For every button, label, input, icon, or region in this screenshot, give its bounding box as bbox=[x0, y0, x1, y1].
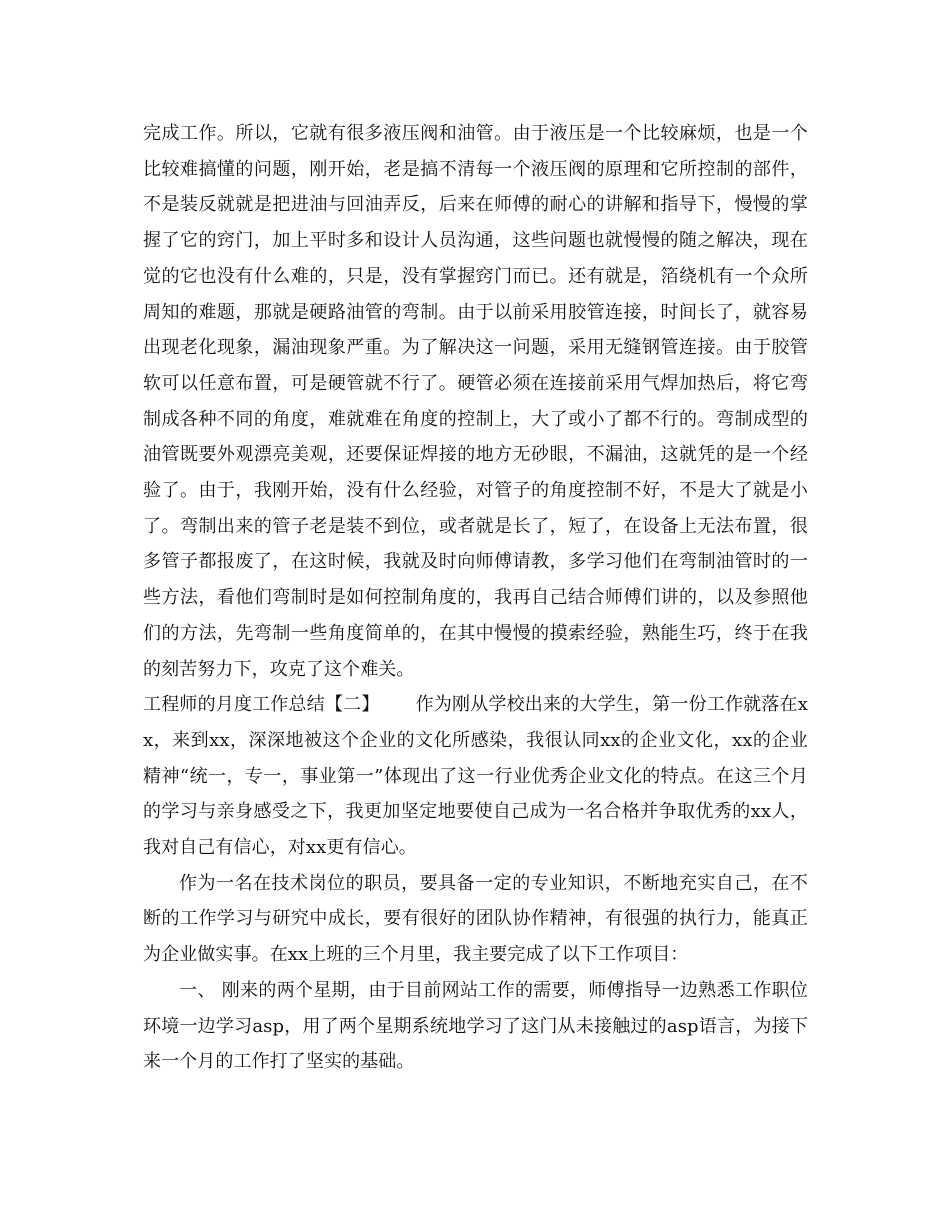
paragraph-hose-bending bbox=[143, 116, 808, 687]
paragraph-text: 完成工作。所以，它就有很多液压阀和油管。由于液压是一个比较麻烦，也是一个比较难搞懂的问题，刚开始，老是搞不清每一个液压阀的原理和它所控制的部件，不是装反就就是把进油与回油弄反，后来在师傅的耐心的讲解和指导下，慢慢的掌握了它的窍门，加上平时多和设计人员沟通，这些问题也就慢慢的随之解决，现在觉的它也没有什么难的，只是，没有掌握窍门而已。还有就是，箔绕机有一个众所周知的难题，那就是硬路油管的弯制。由于以前采用胶管连接，时间长了，就容易出现老化现象，漏油现象严重。为了解决这一问题，采用无缝钢管连接。由于胶管软可以任意布置，可是硬管就不行了。硬管必须在连接前采用气焊加热后，将它弯制成各种不同的角度，难就难在角度的控制上，大了或小了都不行的。弯制成型的油管既要外观漂亮美观，还要保证焊接的地方无砂眼，不漏油，这就凭的是一个经验了。由于，我刚开始，没有什么经验，对管子的角度控制不好，不是大了就是小了。弯制出来的管子老是装不到位，或者就是长了，短了，在设备上无法布置，很多管子都报废了，在这时候，我就及时向师傅请教，多学习他们在弯制油管时的一些方法，看他们弯制时是如何控制角度的，我再自己结合师傅们讲的，以及参照他们的方法，先弯制一些角度简单的，在其中慢慢的摸索经验，熟能生巧，终于在我的刻苦努力下，攻克了这个难关。 bbox=[143, 123, 808, 680]
paragraph-item-one bbox=[143, 973, 808, 1080]
section-heading: 工程师的月度工作总结【二】 bbox=[143, 694, 380, 716]
paragraph-section-two bbox=[143, 687, 808, 866]
paragraph-text: 一、 刚来的两个星期，由于目前网站工作的需要，师傅指导一边熟悉工作职位环境一边学习asp，用了两个星期系统地学习了这门从未接触过的asp语言，为接下来一个月的工作打了坚实的基础。 bbox=[143, 979, 808, 1073]
paragraph-text: 作为一名在技术岗位的职员，要具备一定的专业知识，不断地充实自己，在不断的工作学习与研究中成长，要有很好的团队协作精神，有很强的执行力，能真正为企业做实事。在xx上班的三个月里，我主要完成了以下工作项目： bbox=[143, 872, 808, 966]
paragraph-technical-role bbox=[143, 866, 808, 973]
document-body bbox=[143, 116, 808, 1080]
paragraph-text: 作为刚从学校出来的大学生，第一份工作就落在xx，来到xx，深深地被这个企业的文化所感染，我很认同xx的企业文化，xx的企业精神“统一，专一，事业第一”体现出了这一行业优秀企业文化的特点。在这三个月的学习与亲身感受之下，我更加坚定地要使自己成为一名合格并争取优秀的xx人，我对自己有信心，对xx更有信心。 bbox=[143, 694, 808, 859]
